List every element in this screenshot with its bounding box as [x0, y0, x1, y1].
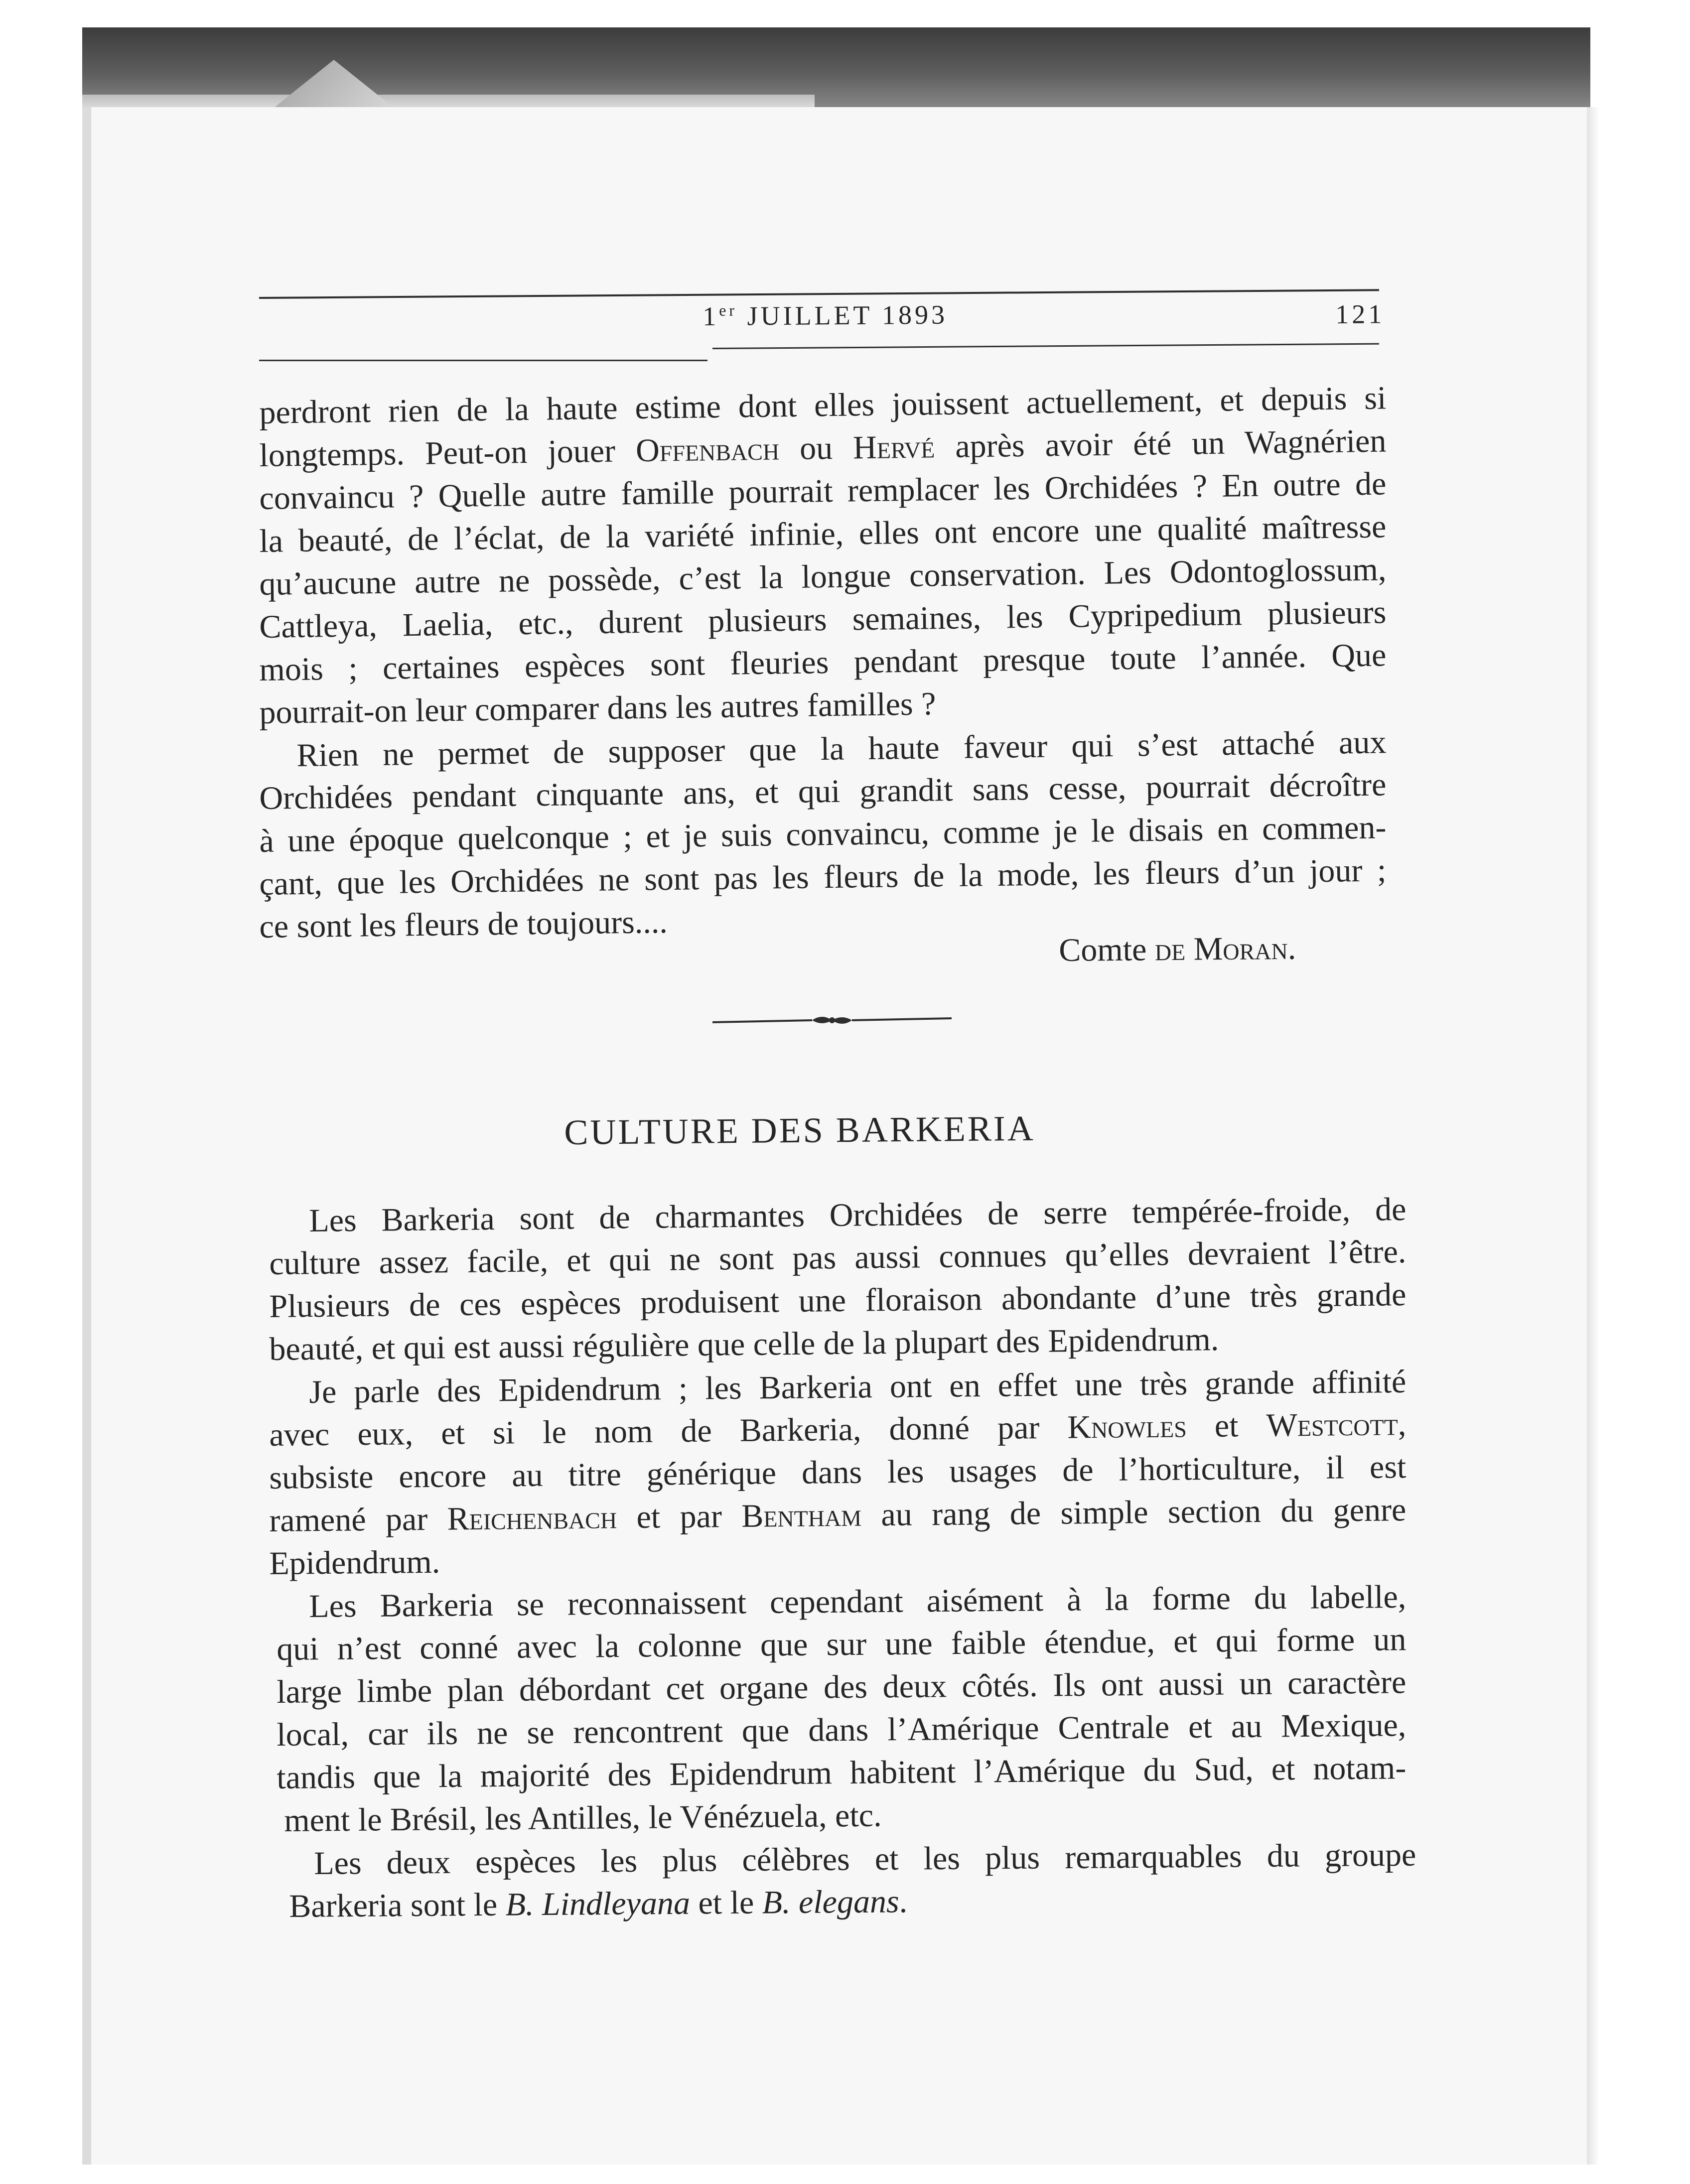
- text-run: et: [1186, 1407, 1267, 1445]
- proper-name: Knowles: [1067, 1408, 1187, 1446]
- proper-name: de Moran: [1154, 930, 1288, 968]
- text-run: qui n’est conné avec la colonne que sur une faible étendue, et qui forme un: [277, 1621, 1407, 1667]
- proper-name: Bentham: [741, 1497, 862, 1534]
- text-run: Cattleya, Laelia, etc., durent plusieurs semaines, les Cypripedium plusieurs: [259, 594, 1387, 645]
- text-run: Les Barkeria se reconnaissent cependant aisément à la forme du labelle,: [309, 1578, 1407, 1625]
- text-run: beauté, et qui est aussi régulière que celle de la plupart des Epidendrum.: [269, 1321, 1219, 1367]
- species-name: B. Lindleyana: [505, 1885, 691, 1923]
- proper-name: Reichenbach: [447, 1499, 617, 1537]
- text-run: avec eux, et si le nom de Barkeria, donné par: [269, 1409, 1068, 1453]
- proper-name: Hervé: [852, 428, 935, 466]
- text-run: Je parle des Epidendrum ; les Barkeria ont en effet une très grande affinité: [309, 1363, 1407, 1410]
- text-run: subsiste encore au titre générique dans les usages de l’horticulture, il est: [269, 1449, 1407, 1496]
- text-run: Epidendrum.: [269, 1543, 440, 1582]
- text-line: [269, 1542, 479, 1583]
- text-run: Plusieurs de ces espèces produisent une floraison abondante d’une très grande: [269, 1276, 1407, 1325]
- text-run: ce sont les fleurs de toujours....: [259, 903, 668, 945]
- text-run: large limbe plan débordant cet organe des deux côtés. Ils ont aussi un caractère: [277, 1664, 1407, 1710]
- running-header-date: [703, 299, 948, 332]
- date-ordinal: er: [719, 301, 738, 319]
- text-run: et par: [616, 1498, 742, 1536]
- text-run: Comte: [1059, 931, 1155, 968]
- text-line: [289, 1882, 977, 1926]
- text-run: pourrait-on leur comparer dans les autres familles ?: [259, 685, 936, 731]
- text-run: Orchidées pendant cinquante ans, et qui grandit sans cesse, pourrait décroître: [259, 766, 1387, 817]
- text-run: ,: [1398, 1406, 1407, 1443]
- text-line: [259, 685, 936, 732]
- text-run: çant, que les Orchidées ne sont pas les fleurs de la mode, les fleurs d’un jour ;: [259, 852, 1387, 902]
- text-run: ou: [779, 429, 853, 467]
- text-run: convaincu ? Quelle autre famille pourrait remplacer les Orchidées ? En outre de: [259, 465, 1387, 517]
- species-name: B. elegans: [762, 1883, 899, 1921]
- text-run: culture assez facile, et qui ne sont pas aussi connues qu’elles devraient l’être.: [269, 1233, 1407, 1282]
- text-run: après avoir été un Wagnérien: [934, 422, 1387, 465]
- text-run: Barkeria sont le: [289, 1886, 506, 1924]
- date-month-year: JUILLET 1893: [747, 299, 948, 331]
- text-run: et le: [690, 1884, 762, 1921]
- text-run: qu’aucune autre ne possède, c’est la longue conservation. Les Odontoglossum,: [259, 551, 1387, 602]
- text-run: perdront rien de la haute estime dont elles jouissent actuellement, et depuis si: [259, 380, 1387, 431]
- text-run: ramené par: [269, 1501, 448, 1539]
- text-run: Rien ne permet de supposer que la haute faveur qui s’est attaché aux: [296, 724, 1387, 774]
- text-run: local, car ils ne se rencontrent que dans l’Amérique Centrale et au Mexique,: [277, 1707, 1407, 1753]
- text-run: la beauté, de l’éclat, de la variété infinie, elles ont encore une qualité maîtresse: [259, 508, 1387, 559]
- proper-name: Offenbach: [635, 430, 780, 469]
- page-number: 121: [1335, 299, 1385, 329]
- text-run: .: [899, 1883, 908, 1920]
- text-run: Les deux espèces les plus célèbres et les plus remarquables du groupe: [314, 1836, 1416, 1882]
- proper-name: Westcott: [1266, 1406, 1399, 1444]
- text-line: [259, 903, 683, 947]
- text-run: au rang de simple section du genre: [861, 1492, 1407, 1533]
- section-title: CULTURE DES BARKERIA: [564, 1108, 1036, 1152]
- date-day: 1: [703, 301, 719, 331]
- text-run: .: [1287, 930, 1296, 966]
- text-run: ment le Brésil, les Antilles, le Vénézuela, etc.: [284, 1797, 882, 1839]
- text-run: longtemps. Peut-on jouer: [259, 432, 636, 474]
- text-line: [284, 1796, 912, 1840]
- text-run: mois ; certaines espèces sont fleuries pendant presque toute l’année. Que: [259, 637, 1387, 688]
- text-run: Les Barkeria sont de charmantes Orchidées de serre tempérée-froide, de: [309, 1191, 1407, 1239]
- header-rule-left: [259, 360, 707, 361]
- article-signature: [1059, 930, 1296, 969]
- section-divider-ornament: [712, 1011, 952, 1031]
- text-run: à une époque quelconque ; et je suis convaincu, comme je le disais en commen-: [259, 809, 1387, 859]
- page-edge-shadow: [1587, 107, 1599, 2165]
- text-run: tandis que la majorité des Epidendrum habitent l’Amérique du Sud, et notam-: [277, 1750, 1407, 1796]
